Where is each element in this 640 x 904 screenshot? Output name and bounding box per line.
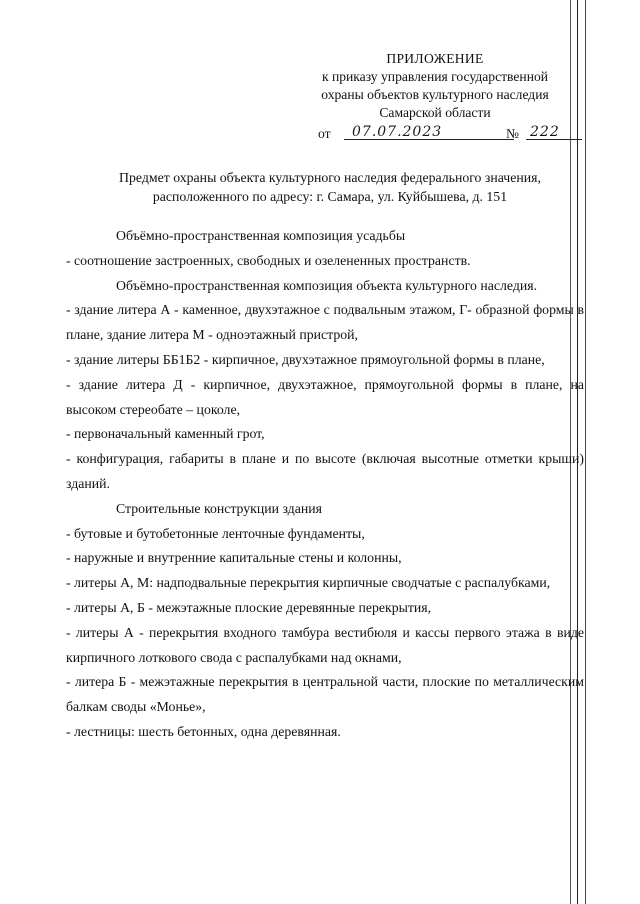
list-item: - лестницы: шесть бетонных, одна деревянная. (66, 723, 341, 739)
list-item: - здание литера Д - кирпичное, двухэтажное, прямоугольной формы в плане, на высоком стереобате – цоколе, (66, 376, 584, 417)
subject-line: расположенного по адресу: г. Самара, ул. Куйбышева, д. 151 (152, 189, 508, 204)
list-item: - наружные и внутренние капитальные стены и колонны, (66, 550, 402, 566)
appendix-line: к приказу управления государственной (321, 69, 549, 84)
section-heading: Объёмно-пространственная композиция объекта культурного наследия. (116, 277, 538, 293)
appendix-line: охраны объектов культурного наследия (321, 87, 549, 102)
list-item: - литеры А, Б - межэтажные плоские деревянные перекрытия, (66, 599, 432, 615)
list-item: - литеры А, М: надподвальные перекрытия кирпичные сводчатые с распалубками, (66, 575, 551, 591)
order-number: 222 (530, 124, 560, 140)
appendix-line: Самарской области (379, 105, 491, 120)
subject-line: Предмет охраны объекта культурного наследия федерального значения, (119, 170, 541, 185)
list-item: - соотношение застроенных, свободных и озелененных пространств. (66, 252, 471, 268)
date-label: от (318, 126, 331, 141)
document-body (66, 224, 584, 745)
number-label: № (506, 126, 519, 141)
order-date: 07.07.2023 (352, 124, 443, 140)
list-item: - первоначальный каменный грот, (66, 426, 265, 442)
list-item: - литера Б - межэтажные перекрытия в центральной части, плоские по металлическим балкам своды «Монье», (66, 674, 584, 715)
list-item: - здание литеры ББ1Б2 - кирпичное, двухэтажное прямоугольной формы в плане, (66, 351, 545, 367)
document-subject (80, 168, 580, 206)
list-item: - литеры А - перекрытия входного тамбура вестибюля и кассы первого этажа в виде кирпичного лоткового свода с распалубками над окнами, (66, 624, 584, 665)
scan-edge-line (585, 0, 586, 904)
list-item: - здание литера А - каменное, двухэтажное с подвальным этажом, Г- образной формы в плане, здание литера М - одноэтажный пристрой, (66, 302, 584, 343)
appendix-title: ПРИЛОЖЕНИЕ (386, 51, 484, 66)
appendix-header (290, 50, 580, 122)
list-item: - бутовые и бутобетонные ленточные фундаменты, (66, 525, 365, 541)
section-heading: Строительные конструкции здания (116, 500, 322, 516)
section-heading: Объёмно-пространственная композиция усадьбы (116, 228, 406, 243)
order-date-row (318, 124, 584, 144)
list-item: - конфигурация, габариты в плане и по высоте (включая высотные отметки крыши) зданий. (66, 451, 584, 491)
